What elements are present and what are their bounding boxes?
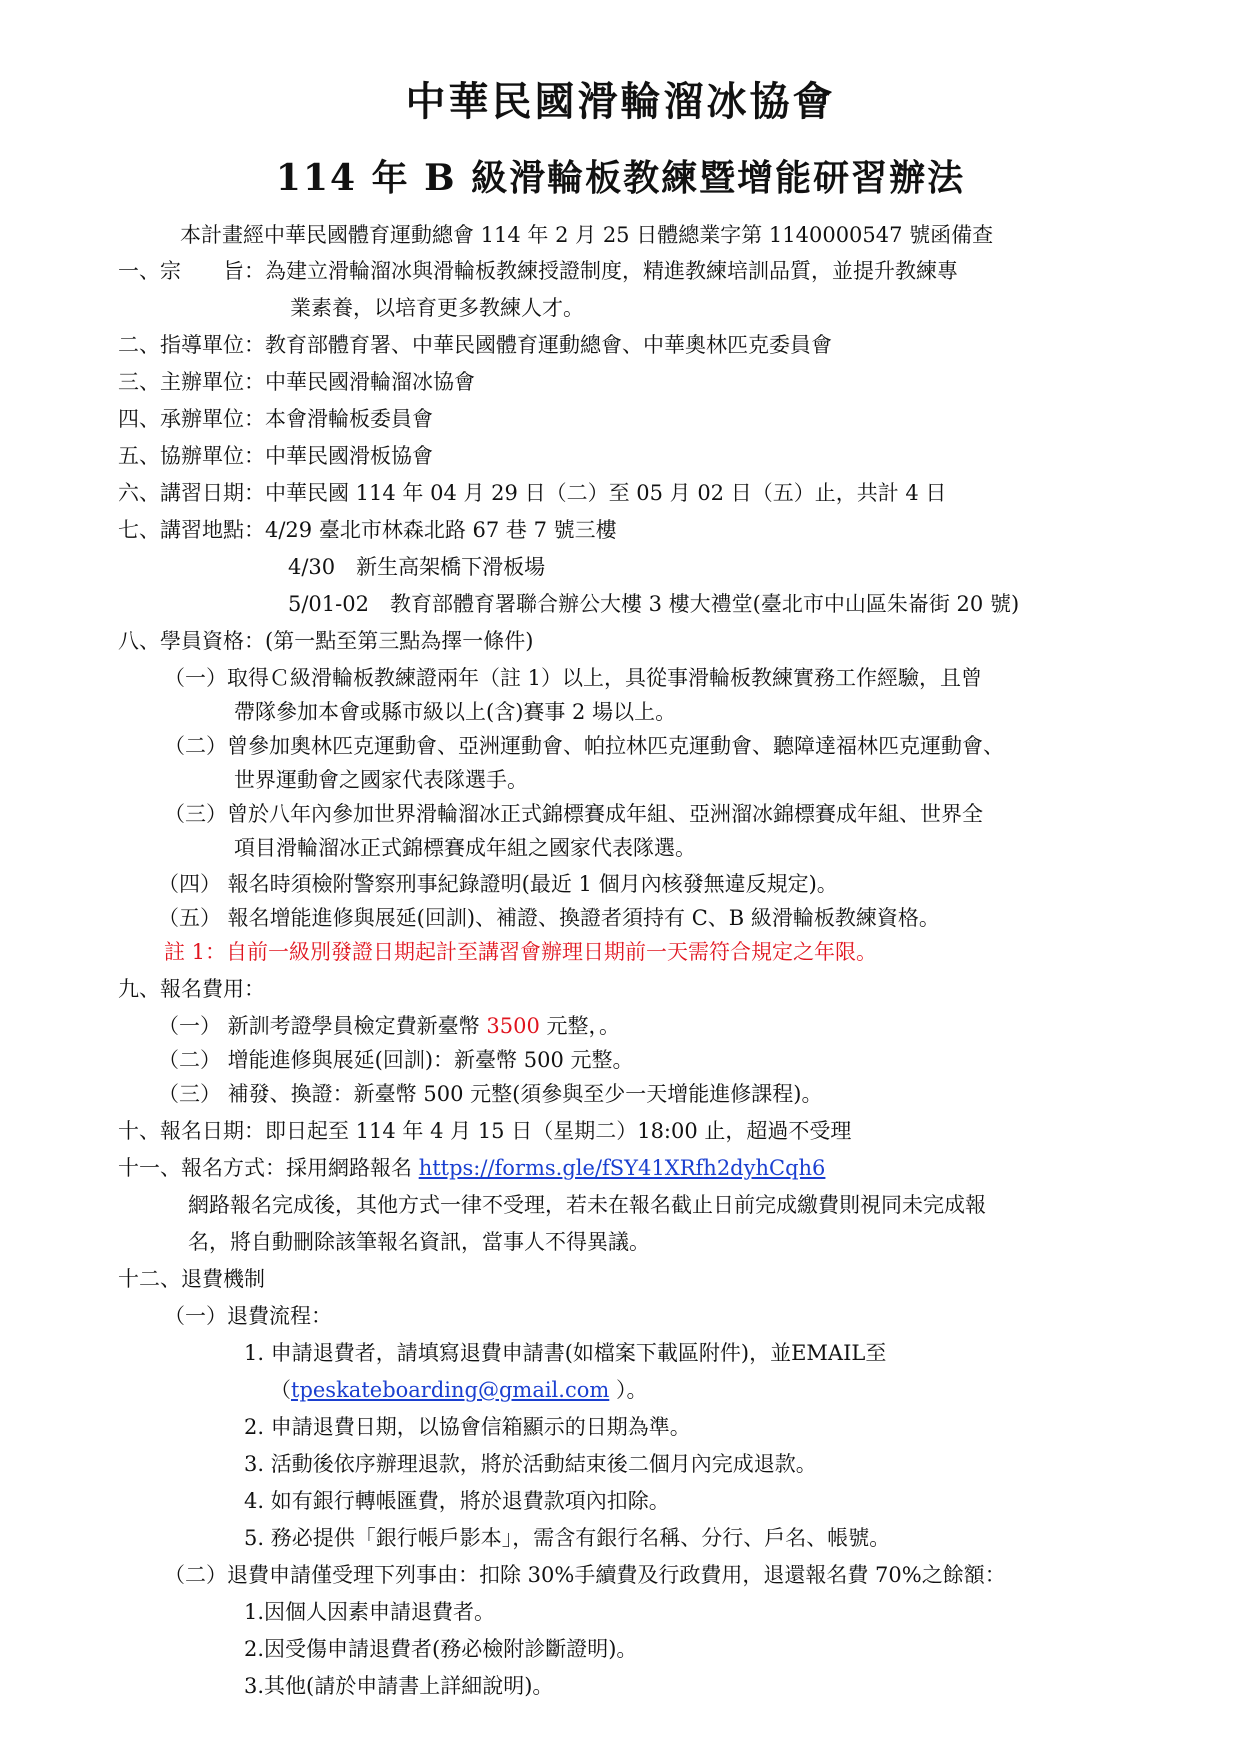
section-undertaker-text: 本會滑輪板委員會 (265, 407, 433, 431)
venue-line-3: 5/01-02 教育部體育署聯合辦公大樓 3 樓大禮堂(臺北市中山區朱崙街 20 號) (288, 592, 1020, 616)
section-deadline-label: 十、報名日期： (118, 1119, 265, 1143)
refund-step-4: 4. 如有銀行轉帳匯費，將於退費款項內扣除。 (244, 1489, 670, 1513)
eligibility-item-2: （二）曾參加奧林匹克運動會、亞洲運動會、帕拉林匹克運動會、聽障達福林匹克運動會、 (164, 734, 1004, 758)
section-dates-text: 中華民國 114 年 04 月 29 日（二）至 05 月 02 日（五）止，共計 4 日 (265, 481, 947, 505)
fees-item-3: （三） 補發、換證：新臺幣 500 元整(須參與至少一天增能進修課程)。 (158, 1082, 823, 1106)
document-title: 114 年 B 級滑輪板教練暨增能研習辦法 (275, 157, 966, 199)
section-dates (118, 478, 946, 508)
eligibility-item-1-cont: 帶隊參加本會或縣市級以上(含)賽事 2 場以上。 (234, 700, 677, 724)
refund-condition-2: 2.因受傷申請退費者(務必檢附診斷證明)。 (244, 1637, 638, 1661)
refund-condition-3: 3.其他(請於申請書上詳細說明)。 (244, 1674, 554, 1698)
section-undertaker-label: 四、承辦單位： (118, 407, 265, 431)
section-purpose (118, 256, 958, 286)
eligibility-item-3: （三）曾於八年內參加世界滑輪溜冰正式錦標賽成年組、亞洲溜冰錦標賽成年組、世界全 (164, 802, 983, 826)
eligibility-item-3-cont: 項目滑輪溜冰正式錦標賽成年組之國家代表隊選。 (234, 836, 696, 860)
refund-email-link[interactable]: tpeskateboarding@gmail.com (291, 1378, 610, 1402)
eligibility-item-4: （四） 報名時須檢附警察刑事紀錄證明(最近 1 個月內核發無違反規定)。 (158, 872, 838, 896)
section-purpose-label: 一、宗 旨： (118, 259, 265, 283)
fees-item-1-prefix: （一） 新訓考證學員檢定費新臺幣 (158, 1014, 480, 1038)
approval-note: 本計畫經中華民國體育運動總會 114 年 2 月 25 日體總業字第 1140000547 號函備查 (180, 223, 994, 247)
section-venue-label: 七、講習地點： (118, 518, 265, 542)
fees-item-1 (158, 1011, 620, 1041)
email-paren-open: （ (270, 1378, 291, 1402)
fees-item-1-amount: 3500 (486, 1014, 540, 1038)
eligibility-item-1: （一）取得Ｃ級滑輪板教練證兩年（註 1）以上，具從事滑輪板教練實務工作經驗，且曾 (164, 666, 983, 690)
section-fees-label: 九、報名費用： (118, 977, 265, 1001)
refund-step-1-email-line (270, 1375, 647, 1405)
section-purpose-text: 為建立滑輪溜冰與滑輪板教練授證制度，精進教練培訓品質，並提升教練專 (265, 259, 958, 283)
method-text-2: 名，將自動刪除該筆報名資訊，當事人不得異議。 (188, 1230, 650, 1254)
refund-step-1: 1. 申請退費者，請填寫退費申請書(如檔案下載區附件)，並EMAIL至 (244, 1341, 887, 1365)
section-refund-label: 十二、退費機制 (118, 1267, 265, 1291)
refund-step-5: 5. 務必提供「銀行帳戶影本」，需含有銀行名稱、分行、戶名、帳號。 (244, 1526, 891, 1550)
refund-step-2: 2. 申請退費日期，以協會信箱顯示的日期為準。 (244, 1415, 691, 1439)
email-paren-close: ）。 (609, 1378, 648, 1402)
refund-condition-1: 1.因個人因素申請退費者。 (244, 1600, 496, 1624)
refund-step-3: 3. 活動後依序辦理退款，將於活動結束後二個月內完成退款。 (244, 1452, 817, 1476)
organization-title: 中華民國滑輪溜冰協會 (405, 78, 836, 125)
section-co-organizer-text: 中華民國滑板協會 (265, 444, 433, 468)
section-organizer-text: 中華民國滑輪溜冰協會 (265, 370, 475, 394)
section-venue (118, 515, 617, 545)
method-text-1: 網路報名完成後，其他方式一律不受理，若未在報名截止日前完成繳費則視同未完成報 (188, 1193, 986, 1217)
section-eligibility-label: 八、學員資格：(第一點至第三點為擇一條件) (118, 629, 534, 653)
eligibility-item-2-cont: 世界運動會之國家代表隊選手。 (234, 768, 528, 792)
venue-line-1: 4/29 臺北市林森北路 67 巷 7 號三樓 (265, 518, 617, 542)
section-deadline (118, 1116, 851, 1146)
refund-process-label: （一）退費流程： (164, 1304, 332, 1328)
section-purpose-text-cont: 業素養，以培育更多教練人才。 (290, 296, 584, 320)
eligibility-note: 註 1：自前一級別發證日期起計至講習會辦理日期前一天需符合規定之年限。 (164, 940, 878, 964)
section-co-organizer-label: 五、協辦單位： (118, 444, 265, 468)
section-method (118, 1153, 825, 1183)
eligibility-item-5: （五） 報名增能進修與展延(回訓)、補證、換證者須持有 C、B 級滑輪板教練資格。 (158, 906, 940, 930)
section-deadline-text: 即日起至 114 年 4 月 15 日（星期二）18:00 止，超過不受理 (265, 1119, 852, 1143)
section-organizer (118, 367, 475, 397)
section-guidance-label: 二、指導單位： (118, 333, 265, 357)
section-guidance (118, 330, 832, 360)
section-undertaker (118, 404, 433, 434)
refund-conditions-label: （二）退費申請僅受理下列事由：扣除 30%手續費及行政費用，退還報名費 70%之餘額： (164, 1563, 1006, 1587)
section-dates-label: 六、講習日期： (118, 481, 265, 505)
section-guidance-text: 教育部體育署、中華民國體育運動總會、中華奧林匹克委員會 (265, 333, 832, 357)
registration-form-link[interactable]: https://forms.gle/fSY41XRfh2dyhCqh6 (418, 1156, 826, 1180)
section-co-organizer (118, 441, 433, 471)
section-organizer-label: 三、主辦單位： (118, 370, 265, 394)
fees-item-1-suffix: 元整，。 (546, 1014, 621, 1038)
section-method-label: 十一、報名方式：採用網路報名 (118, 1156, 412, 1180)
venue-line-2: 4/30 新生高架橋下滑板場 (288, 555, 546, 579)
fees-item-2: （二） 增能進修與展延(回訓)：新臺幣 500 元整。 (158, 1048, 634, 1072)
